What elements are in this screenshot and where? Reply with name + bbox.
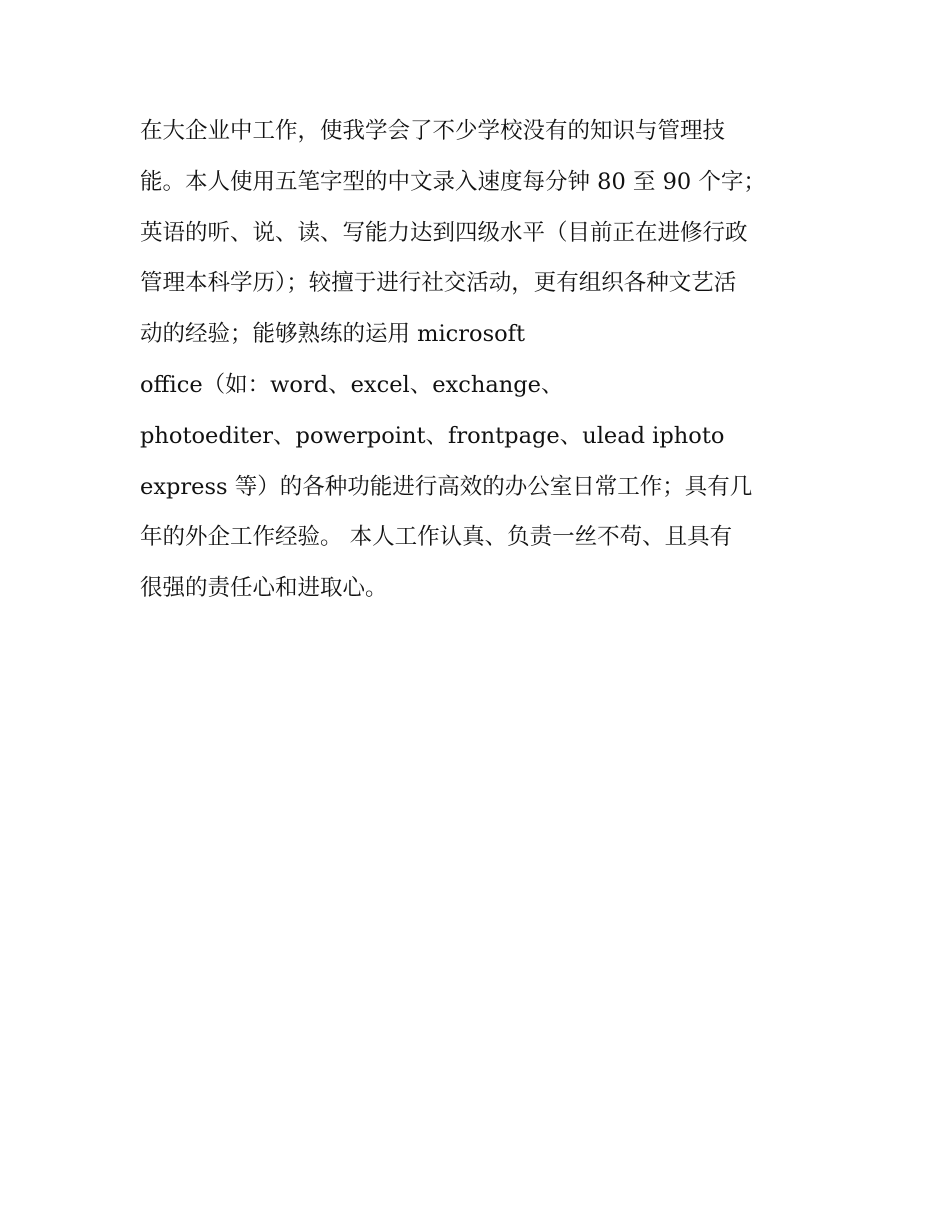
paragraph-line: 能。本人使用五笔字型的中文录入速度每分钟 80 至 90 个字；	[140, 168, 766, 195]
body-paragraph	[140, 106, 830, 614]
paragraph-line: office（如：word、excel、exchange、	[140, 371, 564, 398]
paragraph-line: 年的外企工作经验。 本人工作认真、负责一丝不苟、且具有	[140, 524, 733, 551]
paragraph-line: 很强的责任心和进取心。	[140, 575, 388, 602]
paragraph-line: express 等）的各种功能进行高效的办公室日常工作；具有几	[140, 473, 753, 500]
paragraph-line: 在大企业中工作，使我学会了不少学校没有的知识与管理技	[140, 118, 726, 144]
paragraph-line: 管理本科学历）；较擅于进行社交活动，更有组织各种文艺活	[140, 270, 737, 297]
paragraph-line: 动的经验；能够熟练的运用 microsoft	[140, 321, 526, 348]
paragraph-line: photoediter、powerpoint、frontpage、ulead iphoto	[140, 422, 725, 449]
paragraph-line: 英语的听、说、读、写能力达到四级水平（目前正在进修行政	[140, 219, 748, 246]
